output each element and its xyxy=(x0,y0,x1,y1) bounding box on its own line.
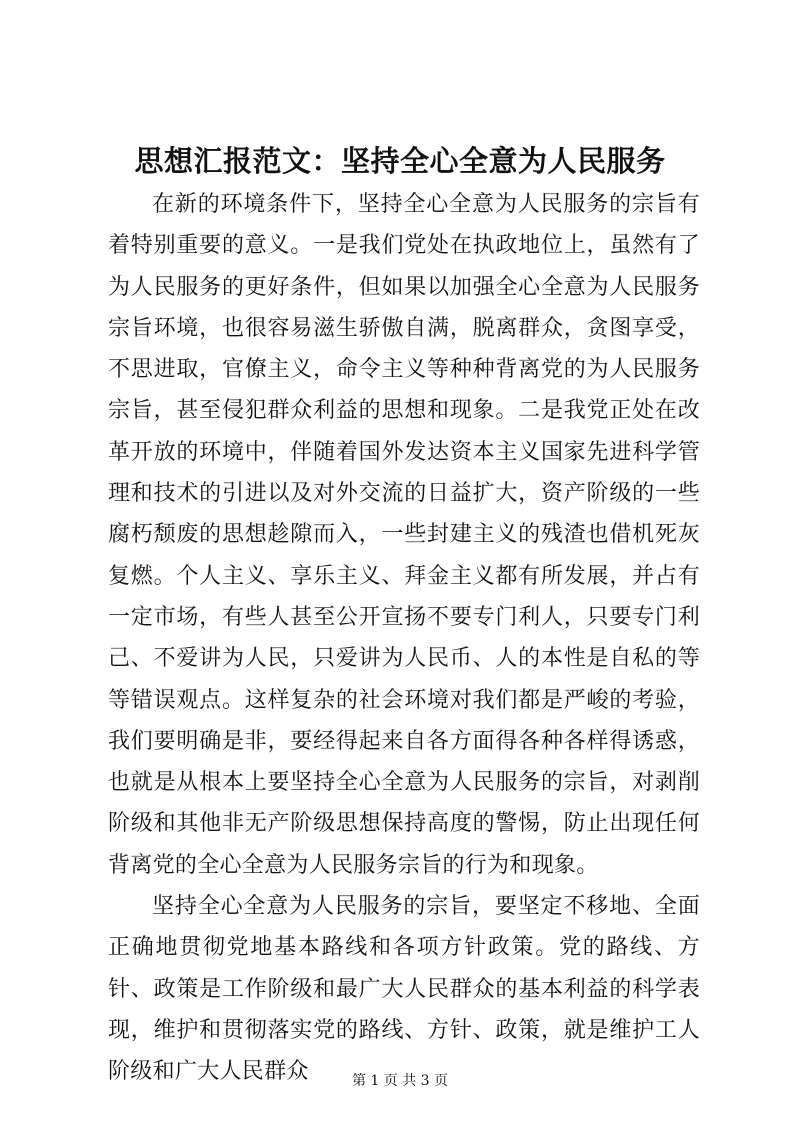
page-footer: 第 1 页 共 3 页 xyxy=(351,1073,449,1089)
document-title: 思想汇报范文：坚持全心全意为人民服务 xyxy=(134,144,666,178)
paragraph: 在新的环境条件下，坚持全心全意为人民服务的宗旨有着特别重要的意义。一是我们党处在执政地位上，虽然有了为人民服务的更好条件，但如果以加强全心全意为人民服务宗旨环境，也很容易滋生骄傲自满，脱离群众，贪图享受，不思进取，官僚主义，命令主义等种种背离党的为人民服务宗旨，甚至侵犯群众利益的思想和现象。二是我党正处在改革开放的环境中，伴随着国外发达资本主义国家先进科学管理和技术的引进以及对外交流的日益扩大，资产阶级的一些腐朽颓废的思想趁隙而入，一些封建主义的残渣也借机死灰复燃。个人主义、享乐主义、拜金主义都有所发展，并占有一定市场，有些人甚至公开宣扬不要专门利人，只要专门利己、不爱讲为人民，只爱讲为人民币、人的本性是自私的等等错误观点。这样复杂的社会环境对我们都是严峻的考验，我们要明确是非，要经得起来自各方面得各种各样得诱惑，也就是从根本上要坚持全心全意为人民服务的宗旨，对剥削阶级和其他非无产阶级思想保持高度的警惕，防止出现任何背离党的全心全意为人民服务宗旨的行为和现象。 xyxy=(108,192,700,878)
document-body xyxy=(108,184,700,1093)
paragraph: 坚持全心全意为人民服务的宗旨，要坚定不移地、全面正确地贯彻党地基本路线和各项方针政策。党的路线、方针、政策是工作阶级和最广大人民群众的基本利益的科学表现，维护和贯彻落实党的路线、方针、政策，就是维护工人阶级和广大人民群众 xyxy=(108,894,700,1085)
